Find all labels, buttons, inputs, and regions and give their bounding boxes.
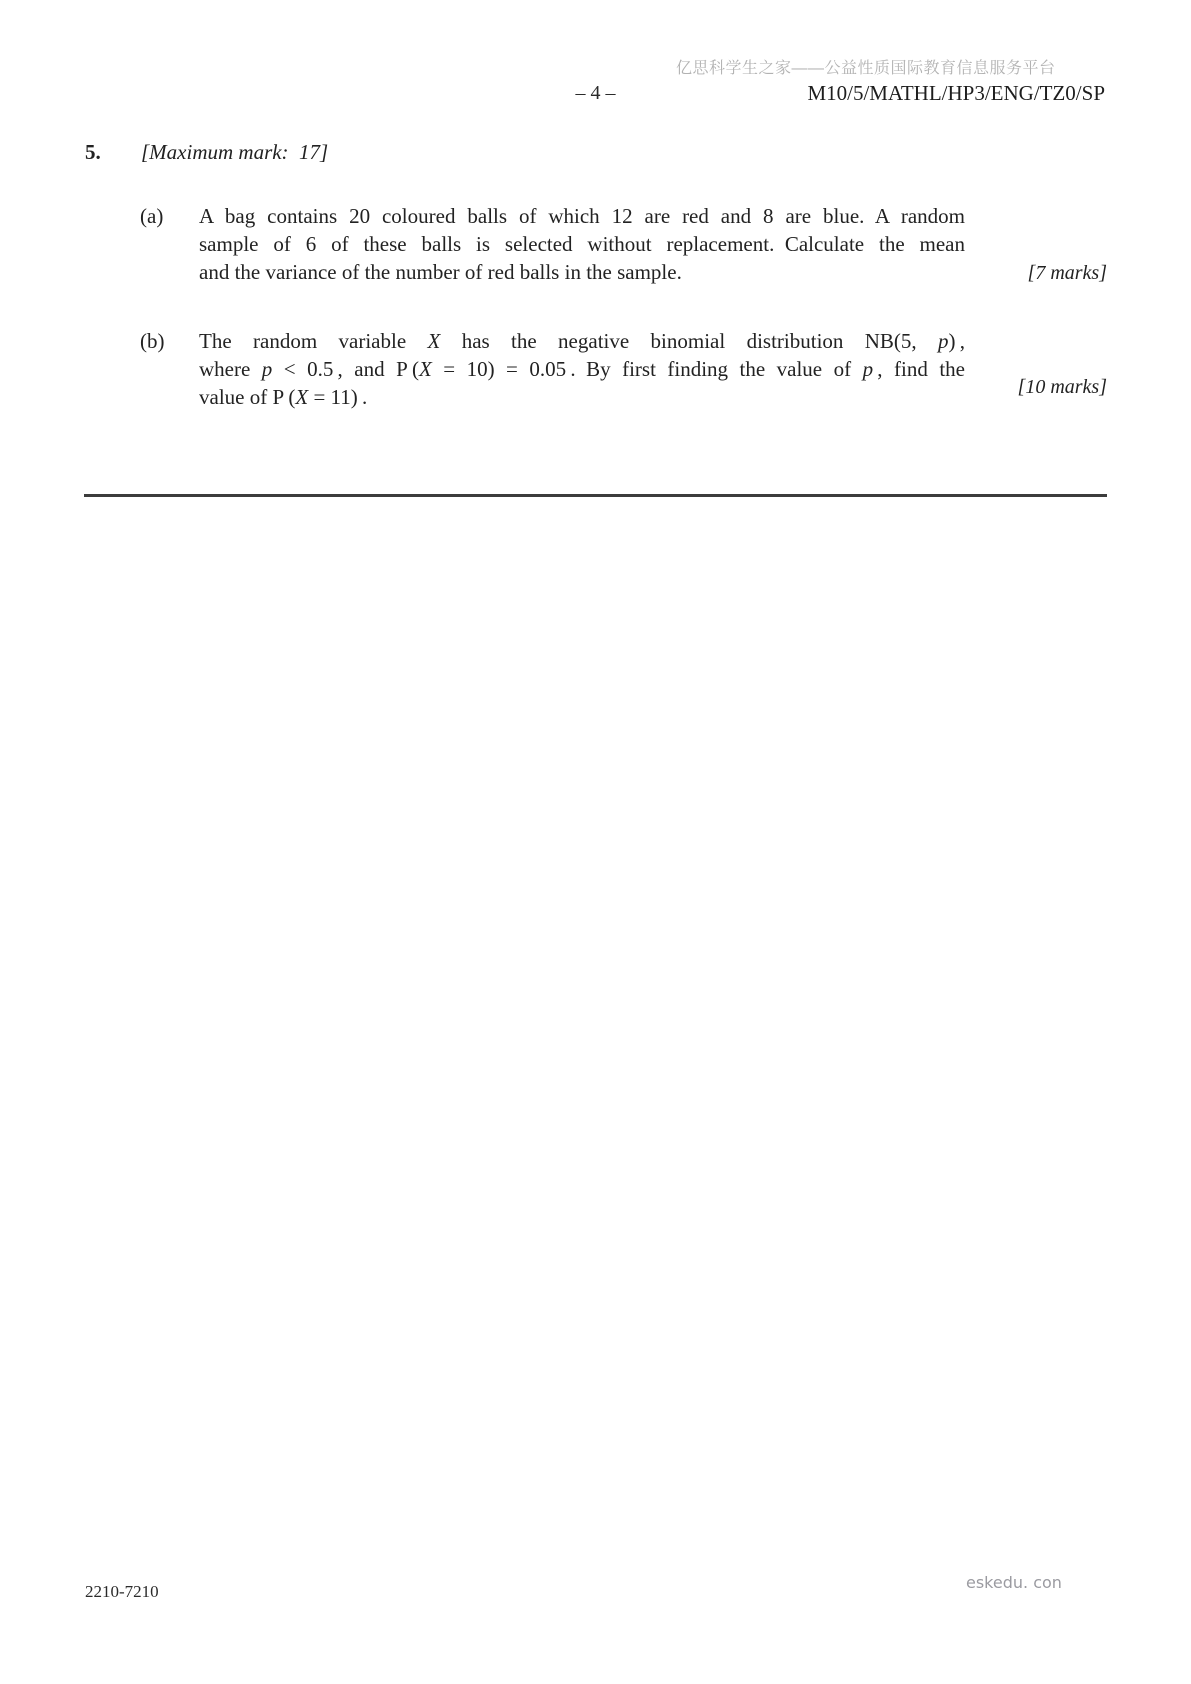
text-segment: value of P ( (199, 385, 296, 409)
part-a-text (199, 202, 965, 286)
part-a-marks: [7 marks] (1027, 262, 1107, 284)
math-variable-p: p (862, 357, 874, 381)
math-variable-p: p (938, 329, 949, 353)
part-a-line-3: and the variance of the number of red balls in the sample. (199, 260, 682, 284)
text-segment: has the negative binomial distribution NB(5, (440, 329, 939, 353)
math-variable-x: X (427, 329, 441, 353)
math-variable-p: p (261, 357, 273, 381)
text-segment: The random variable (199, 329, 428, 353)
part-b-marks: [10 marks] (1017, 376, 1107, 398)
part-b-line-3 (199, 383, 965, 411)
math-variable-x: X (295, 385, 309, 409)
part-b-label: (b) (140, 329, 165, 353)
part-a-line-1: A bag contains 20 coloured balls of which 12 are red and 8 are blue. A random (199, 204, 965, 228)
text-segment: ) , (948, 329, 965, 353)
part-b-line-2 (199, 355, 965, 383)
header-site-watermark: 亿思科学生之家——公益性质国际教育信息服务平台 (676, 60, 1056, 77)
part-a-line-2: sample of 6 of these balls is selected without replacement. Calculate the mean (199, 232, 965, 256)
text-segment: where (199, 357, 262, 381)
part-b-line-1 (199, 327, 965, 355)
paper-code: M10/5/MATHL/HP3/ENG/TZ0/SP (807, 81, 1105, 105)
math-variable-x: X (418, 357, 432, 381)
page-number: – 4 – (575, 82, 616, 104)
part-b-text (199, 327, 965, 411)
text-segment: = 10) = 0.05 . By first finding the value of (431, 357, 863, 381)
text-segment: , find the (873, 357, 965, 381)
question-number: 5. (85, 140, 101, 164)
footer-document-code: 2210-7210 (85, 1582, 159, 1601)
section-divider-line (84, 494, 1107, 497)
part-a-label: (a) (140, 204, 164, 228)
text-segment: < 0.5 , and P ( (272, 357, 419, 381)
text-segment: = 11) . (308, 385, 368, 409)
footer-site-watermark: eskedu. con (966, 1573, 1062, 1592)
maximum-mark-label: [Maximum mark: 17] (141, 140, 329, 164)
